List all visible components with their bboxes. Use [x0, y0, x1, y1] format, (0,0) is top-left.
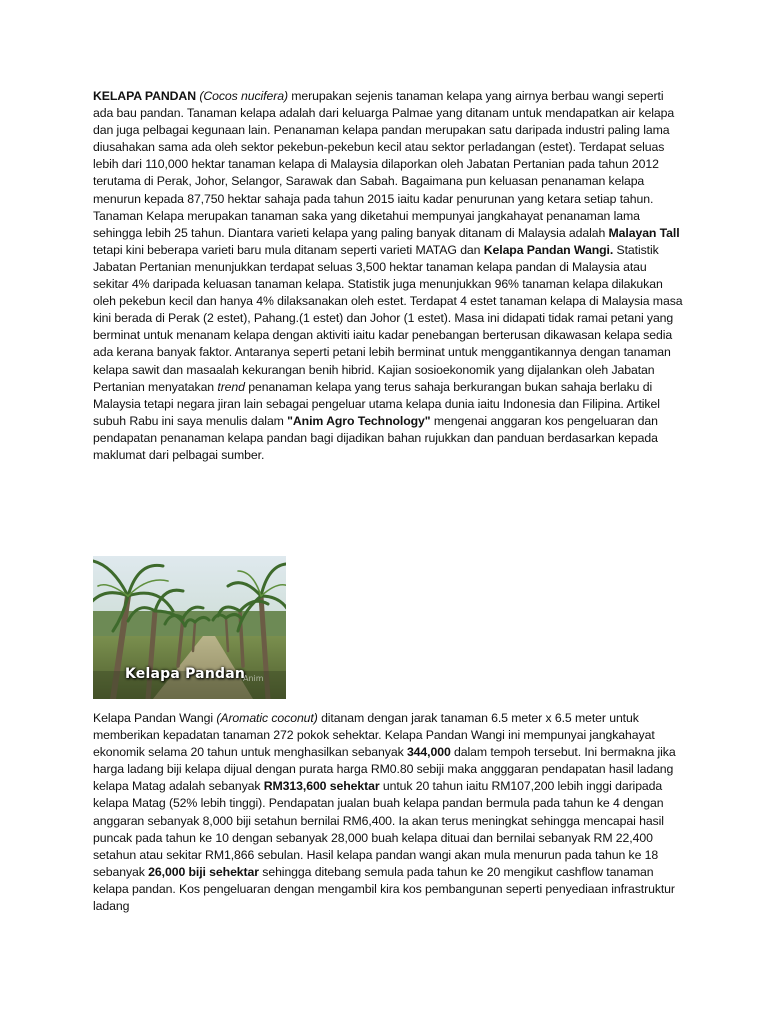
bold-text: KELAPA PANDAN — [93, 89, 196, 103]
photo-watermark: Anim — [243, 674, 264, 683]
details-paragraph — [93, 710, 683, 915]
bold-text: 26,000 biji sehektar — [148, 864, 259, 879]
intro-paragraph — [93, 88, 683, 464]
italic-text: (Aromatic coconut) — [216, 711, 318, 725]
text-run: tetapi kini beberapa varieti baru mula ditanam seperti varieti MATAG dan — [93, 242, 484, 257]
text-run: untuk 20 tahun iaitu RM107,200 lebih inggi daripada kelapa Matag (52% lebih tinggi). Pendapatan jualan buah kelapa pandan bermula pada tahun ke 4 dengan anggaran sebanyak 8,000 biji setahun bernilai RM6,400. Ia akan terus meningkat sehingga mencapai hasil puncak pada tahun ke 10 dengan sebanyak 28,000 buah kelapa dituai dan bernilai sebanyak RM 22,400 setahun atau sekitar RM1,866 sebulan. Hasil kelapa pandan wangi akan mula menurun pada tahun ke 18 sebanyak — [93, 779, 664, 879]
bold-text: Kelapa Pandan Wangi. — [483, 242, 614, 257]
italic-text: (Cocos nucifera) — [199, 89, 288, 103]
text-run: penanaman kelapa yang terus sahaja berkurangan bukan sahaja berlaku di Malaysia tetapi negara jiran lain sebagai pengeluar utama kelapa dunia iaitu Indonesia dan Filipina. Artikel subuh Rabu ini saya menulis dalam — [93, 379, 660, 428]
bold-text: "Anim Agro Technology" — [287, 413, 431, 428]
text-run: dalam tempoh tersebut. Ini bermakna jika harga ladang biji kelapa dijual dengan purata harga RM0.80 sebiji maka angggaran pendapatan hasil ladang kelapa Matag adalah sebanyak — [93, 745, 676, 794]
text-run: Statistik Jabatan Pertanian menunjukkan terdapat seluas 3,500 hektar tanaman kelapa pandan di Malaysia atau sekitar 4% daripada keluasan tanaman kelapa. Statistik juga menunjukkan 96% tanaman kelapa dilakukan oleh pekebun kecil dan hanya 4% dilaksanakan oleh estet. Terdapat 4 estet tanaman kelapa di Malaysia masa kini berada di Perak (2 estet), Pahang.(1 estet) dan Johor (1 estet). Masa ini didapati tidak ramai petani yang berminat untuk menanam kelapa dengan aktiviti iaitu kadar penebangan berterusan dikawasan kelapa sedia ada kerana banyak faktor. Antaranya seperti petani lebih berminat untuk menggantikannya dengan tanaman kelapa sawit dan masaalah kekurangan benih hibrid. Kajian sosioekonomik yang dijalankan oleh Jabatan Pertanian menyatakan — [93, 242, 683, 394]
coconut-plantation-photo — [93, 556, 286, 699]
text-run: merupakan sejenis tanaman kelapa yang airnya berbau wangi seperti ada bau pandan. Tanaman kelapa adalah dari keluarga Palmae yang ditanam untuk mendapatkan air kelapa dan juga pelbagai kegunaan lain. Penanaman kelapa pandan merupakan satu daripada industri paling lama diusahakan sama ada oleh sektor pekebun-pekebun kecil atau sektor perladangan (estet). Terdapat seluas lebih dari 110,000 hektar tanaman kelapa di Malaysia dilaporkan oleh Jabatan Pertanian pada tahun 2012 terutama di Perak, Johor, Selangor, Sarawak dan Sabah. Bagaimana pun keluasan penanaman kelapa menurun kepada 87,750 hektar sahaja pada tahun 2015 iaitu kadar penurunan yang ketara setiap tahun. Tanaman Kelapa merupakan tanaman saka yang diketahui mempunyai jangkahayat penanaman lama sehingga lebih 25 tahun. Diantara varieti kelapa yang paling banyak ditanam di Malaysia adalah — [93, 89, 675, 240]
bold-text: 344,000 — [406, 745, 451, 760]
photo-caption: Kelapa Pandan — [125, 666, 246, 682]
italic-text: trend — [217, 379, 245, 394]
text-run: sehingga ditebang semula pada tahun ke 20 mengikut cashflow tanaman kelapa pandan. Kos pengeluaran dengan mengambil kira kos pembangunan seperti penyediaan infrastruktur ladang — [93, 864, 675, 914]
text-run: Kelapa Pandan Wangi — [93, 711, 217, 725]
bold-text: Malayan Tall — [608, 225, 680, 240]
text-run: mengenai anggaran kos pengeluaran dan pendapatan penanaman kelapa pandan bagi dijadikan bahan rujukkan dan panduan berdasarkan kepada maklumat dari pelbagai sumber. — [93, 413, 658, 462]
text-run: ditanam dengan jarak tanaman 6.5 meter x 6.5 meter untuk memberikan kepadatan tanaman 272 pokok sehektar. Kelapa Pandan Wangi ini mempunyai jangkahayat ekonomik selama 20 tahun untuk menghasilkan sebanyak — [93, 711, 655, 760]
bold-text: RM313,600 sehektar — [263, 779, 380, 794]
